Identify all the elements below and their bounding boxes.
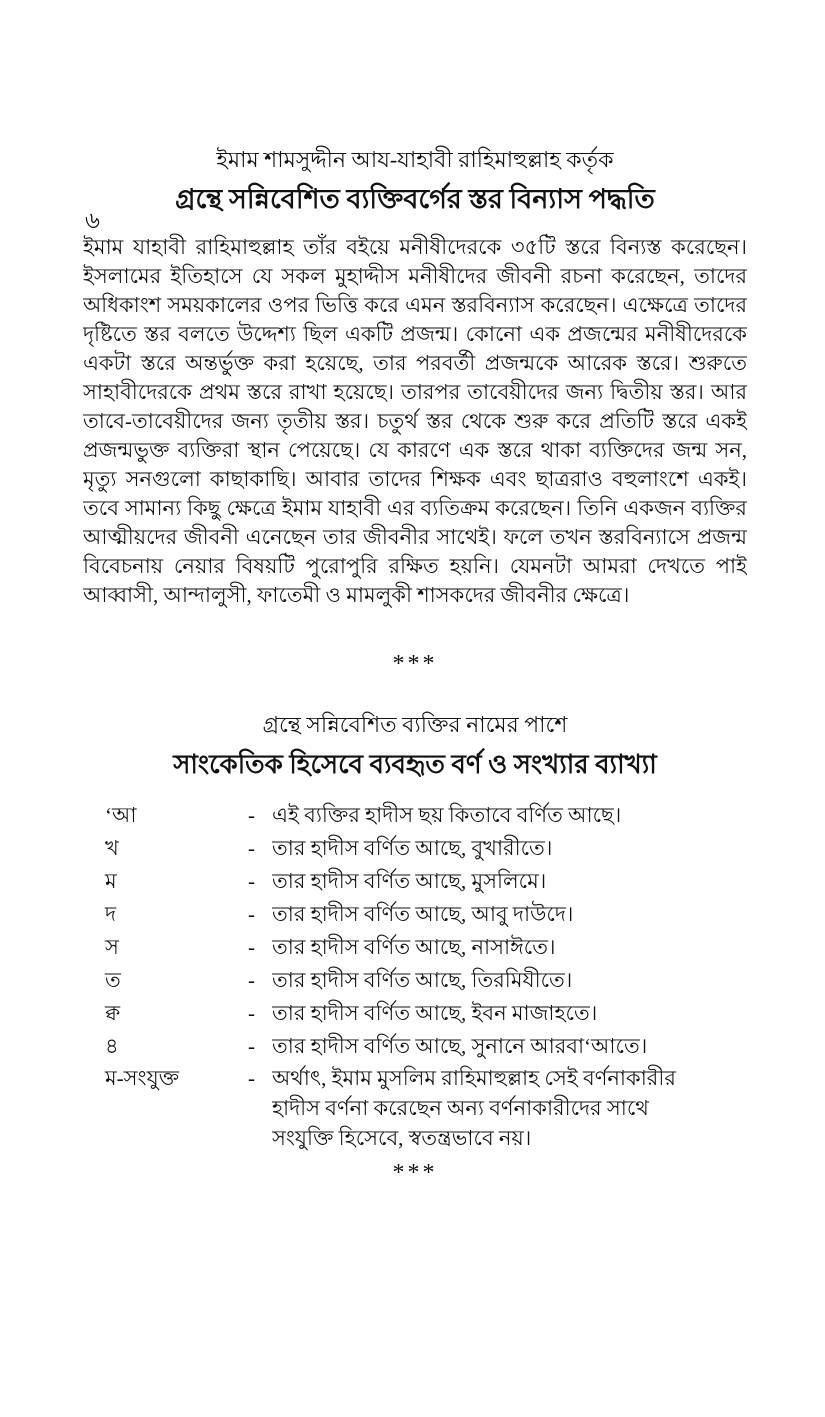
legend-description: তার হাদীস বর্ণিত আছে, নাসাঈতে। — [272, 935, 556, 959]
legend-row — [83, 931, 747, 964]
legend-row — [83, 997, 747, 1030]
legend-symbol: ৪ — [105, 1034, 119, 1058]
legend-dash: - — [248, 1034, 255, 1058]
document-page — [0, 142, 825, 1417]
section2-heading — [83, 707, 747, 786]
section1-heading-line1: ইমাম শামসুদ্দীন আয-যাহাবী রাহিমাহুল্লাহ কর্তৃক — [216, 147, 614, 172]
legend-dash: - — [248, 968, 255, 992]
legend-dash: - — [248, 902, 255, 926]
legend-symbol: ত — [105, 968, 121, 992]
section2-heading-line2: সাংকেতিক হিসেবে ব্যবহৃত বর্ণ ও সংখ্যার ব্যাখ্যা — [173, 750, 657, 779]
section2-heading-line1: গ্রন্থে সন্নিবেশিত ব্যক্তির নামের পাশে — [262, 712, 568, 737]
legend-row — [83, 865, 747, 898]
legend-description-line: অর্থাৎ, ইমাম মুসলিম রাহিমাহুল্লাহ সেই বর্ণনাকারীর — [272, 1066, 676, 1090]
legend-description-line: হাদীস বর্ণনা করেছেন অন্য বর্ণনাকারীদের সাথে — [272, 1096, 649, 1120]
legend-description: তার হাদীস বর্ণিত আছে, সুনানে আরবা‘আতে। — [272, 1034, 648, 1058]
legend-symbol: ম — [105, 869, 117, 893]
legend-symbol: স — [105, 935, 119, 959]
legend-row — [83, 1063, 747, 1153]
legend-description-line: সংযুক্তি হিসেবে, স্বতন্ত্রভাবে নয়। — [272, 1126, 532, 1150]
legend-symbol: ‘আ — [105, 803, 137, 827]
legend-dash: - — [248, 869, 255, 893]
legend-dash: - — [248, 1066, 255, 1090]
legend-symbol: খ — [105, 836, 119, 860]
legend-symbol: ক্ব — [105, 1001, 121, 1025]
legend-description: তার হাদীস বর্ণিত আছে, বুখারীতে। — [272, 836, 553, 860]
section-separator-bottom: *** — [392, 1160, 438, 1186]
page-number: ৬ — [85, 208, 100, 233]
legend-symbol: ম-সংযুক্ত — [105, 1066, 180, 1090]
section-separator-top: *** — [392, 651, 438, 677]
legend-description: এই ব্যক্তির হাদীস ছয় কিতাবে বর্ণিত আছে। — [272, 803, 622, 827]
legend-row — [83, 832, 747, 865]
legend-description: তার হাদীস বর্ণিত আছে, তিরমিযীতে। — [272, 968, 573, 992]
legend-description: তার হাদীস বর্ণিত আছে, মুসলিমে। — [272, 869, 547, 893]
legend-description: তার হাদীস বর্ণিত আছে, আবু দাউদে। — [272, 902, 574, 926]
legend-dash: - — [248, 836, 255, 860]
section1-heading — [83, 142, 747, 221]
legend-row — [83, 898, 747, 931]
legend-description: তার হাদীস বর্ণিত আছে, ইবন মাজাহতে। — [272, 1001, 598, 1025]
legend-dash: - — [248, 935, 255, 959]
legend-description — [272, 1063, 747, 1153]
legend-dash: - — [248, 803, 255, 827]
section1-heading-line2: গ্রন্থে সন্নিবেশিত ব্যক্তিবর্গের স্তর বিন্যাস পদ্ধতি — [175, 184, 655, 214]
main-paragraph: ইমাম যাহাবী রাহিমাহুল্লাহ তাঁর বইয়ে মনীষীদেরকে ৩৫টি স্তরে বিন্যস্ত করেছেন। ইসলামের ইতিহাসে যে সকল মুহাদ্দীস মনীষীদের জীবনী রচনা করেছেন, তাদের অধিকাংশ সময়কালের ওপর ভিত্তি করে এমন স্তরবিন্যাস করেছেন। এক্ষেত্রে তাদের দৃষ্টিতে স্তর বলতে উদ্দেশ্য ছিল একটি প্রজন্ম। কোনো এক প্রজন্মের মনীষীদেরকে একটা স্তরে অন্তর্ভুক্ত করা হয়েছে, তার পরবর্তী প্রজন্মকে আরেক স্তরে। শুরুতে সাহাবীদেরকে প্রথম স্তরে রাখা হয়েছে। তারপর তাবেয়ীদের জন্য দ্বিতীয় স্তর। আর তাবে-তাবেয়ীদের জন্য তৃতীয় স্তর। চতুর্থ স্তর থেকে শুরু করে প্রতিটি স্তরে একই প্রজন্মভুক্ত ব্যক্তিরা স্থান পেয়েছে। যে কারণে এক স্তরে থাকা ব্যক্তিদের জন্ম সন, মৃত্যু সনগুলো কাছাকাছি। আবার তাদের শিক্ষক এবং ছাত্ররাও বহুলাংশে একই। তবে সামান্য কিছু ক্ষেত্রে ইমাম যাহাবী এর ব্যতিক্রম করেছেন। তিনি একজন ব্যক্তির আত্মীয়দের জীবনী এনেছেন তার জীবনীর সাথেই। ফলে তখন স্তরবিন্যাসে প্রজন্ম বিবেচনায় নেয়ার বিষয়টি পুরোপুরি রক্ষিত হয়নি। যেমনটা আমরা দেখতে পাই আব্বাসী, আন্দালুসী, ফাতেমী ও মামলুকী শাসকদের জীবনীর ক্ষেত্রে। — [83, 235, 747, 607]
legend-row — [83, 799, 747, 832]
legend-row — [83, 964, 747, 997]
legend-row — [83, 1030, 747, 1063]
legend-dash: - — [248, 1001, 255, 1025]
symbol-legend — [83, 799, 747, 1153]
legend-symbol: দ — [105, 902, 117, 926]
